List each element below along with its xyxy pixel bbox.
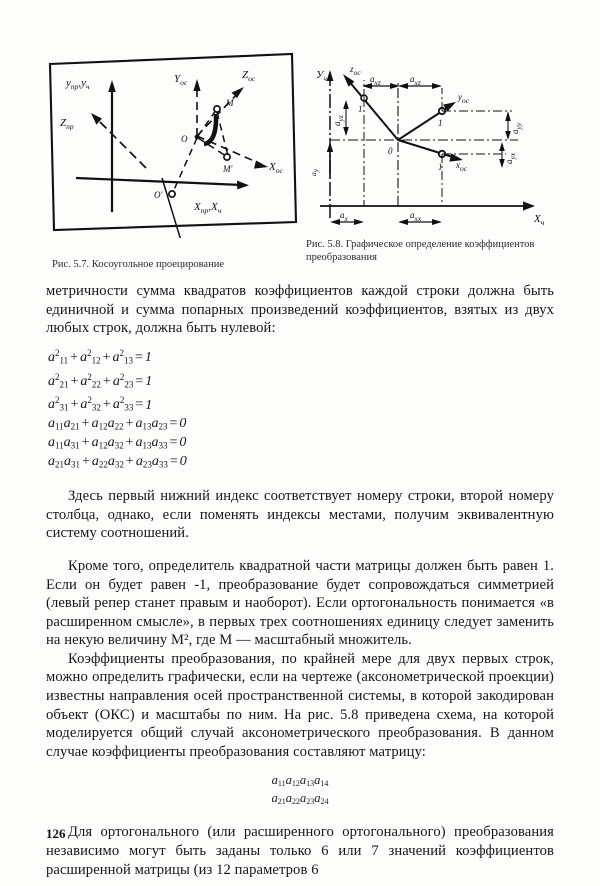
page-number: 126 [46,826,66,841]
transformation-matrix [46,773,554,809]
fig58-label-unit-z: 1 [358,104,363,114]
figure-5-7 [46,52,304,238]
matrix-row: $a_{11}a_{12}a_{13}a_{14}$ [271,773,329,789]
fig57-label-origin: О [181,134,188,144]
fig58-dim-ayy: $a_{yy}$ [510,122,523,134]
figure-5-8 [306,56,568,232]
fig57-label-origin-prime: О' [154,190,163,200]
fig58-label-ych: $У_ч$ [316,69,327,83]
equation-row: $a^2_{31} + a^2_{32} + a^2_{33} = 1$ [48,395,153,413]
fig58-label-yos: $y_{ос}$ [458,92,470,105]
fig57-label-point-m-prime: M' [223,164,233,174]
fig58-label-unit-y: 1 [438,118,443,128]
figure-5-8-caption: Рис. 5.8. Графическое определение коэффициентов преобразования [306,239,535,263]
equation-system [48,345,554,473]
equation-row: $a^2_{11} + a^2_{12} + a^2_{13} = 1$ [48,347,152,366]
fig58-dim-ay: ay [309,168,320,176]
fig57-label-zos: $Z_{ос}$ [242,69,256,83]
fig58-dim-axy: $a_{xz}$ [410,74,421,87]
fig58-label-origin: 0 [388,146,393,156]
matrix-row: $a_{21}a_{22}a_{23}a_{24}$ [271,791,329,807]
fig57-label-xos: $X_{ос}$ [269,161,283,175]
paragraph-2: Здесь первый нижний индекс соответствует номеру строки, второй номеру столбца, однако, если поменять индексы местами, получим эквивалентную систему соотношений. [46,488,554,542]
figures-band [0,0,600,278]
fig58-label-xos: $x_{ос}$ [456,160,468,173]
equation-row: $a_{11}a_{31} + a_{12}a_{32} + a_{13}a_{33} = 0$ [48,435,187,451]
equation-row: $a^2_{21} + a^2_{22} + a^2_{23} = 1$ [48,371,153,390]
text-column [46,282,554,879]
paragraph-3: Кроме того, определитель квадратной части матрицы должен быть равен 1. Если он будет равен -1, преобразование будет сопровождаться симметрией (левый репер станет правым и наоборот). Если ортогональность понимается «в расширенном смысле», в первых трех соотношениях единицу следует заменить на некую величину M², где M — масштабный множитель. [46,557,554,649]
paragraph-4: Коэффициенты преобразования, по крайней мере для двух первых строк, можно определить графически, если на чертеже (аксонометрической проекции) известны направления осей пространственной системы, в которой закодирован объект (ОКС) и масштабы по ним. На рис. 5.8 приведена схема, на которой моделируется общий случай аксонометрического преобразования. В данном случае коэффициенты преобразования составляют матрицу: [46,650,554,760]
equation-row: $a_{11}a_{21} + a_{12}a_{22} + a_{13}a_{23} = 0$ [48,416,187,432]
fig58-dim-ayx: $a_{yx}$ [504,152,517,164]
fig58-label-xch: $X_ч$ [534,213,545,227]
fig58-dim-ayz: $a_{yz}$ [332,115,345,126]
fig57-label-point-m: M [226,98,234,108]
fig57-label-ypr: $y_{пр},y_ч$ [66,77,90,91]
fig57-label-xpr: $X_{пр},X_ч$ [194,201,222,215]
fig58-dim-axx: $a_{xx}$ [410,210,422,223]
fig58-label-unit-x: 1 [438,162,443,172]
fig57-label-yos: $Y_{ос}$ [174,73,188,87]
fig58-dim-axz: $a_{xz}$ [370,74,381,87]
paragraph-1: метричности сумма квадратов коэффициентов каждой строки должна быть единичной и сумма попарных произведений коэффициентов, взятых из двух любых строк, должна быть нулевой: [46,283,554,337]
fig58-label-zos: $z_{ос}$ [350,64,361,77]
figure-5-7-caption: Рис. 5.7. Косоугольное проецирование [52,259,224,270]
equation-row: $a_{21}a_{31} + a_{22}a_{32} + a_{23}a_{33} = 0$ [48,454,187,470]
paragraph-5: Для ортогонального (или расширенного ортогонального) преобразования независимо могут быть заданы только 6 или 7 значений коэффициентов расширенной матрицы (из 12 параметров 6 [46,824,554,878]
fig57-label-zpr: $Z_{пр}$ [60,117,74,131]
fig58-dim-ax: $a_x$ [340,210,348,223]
